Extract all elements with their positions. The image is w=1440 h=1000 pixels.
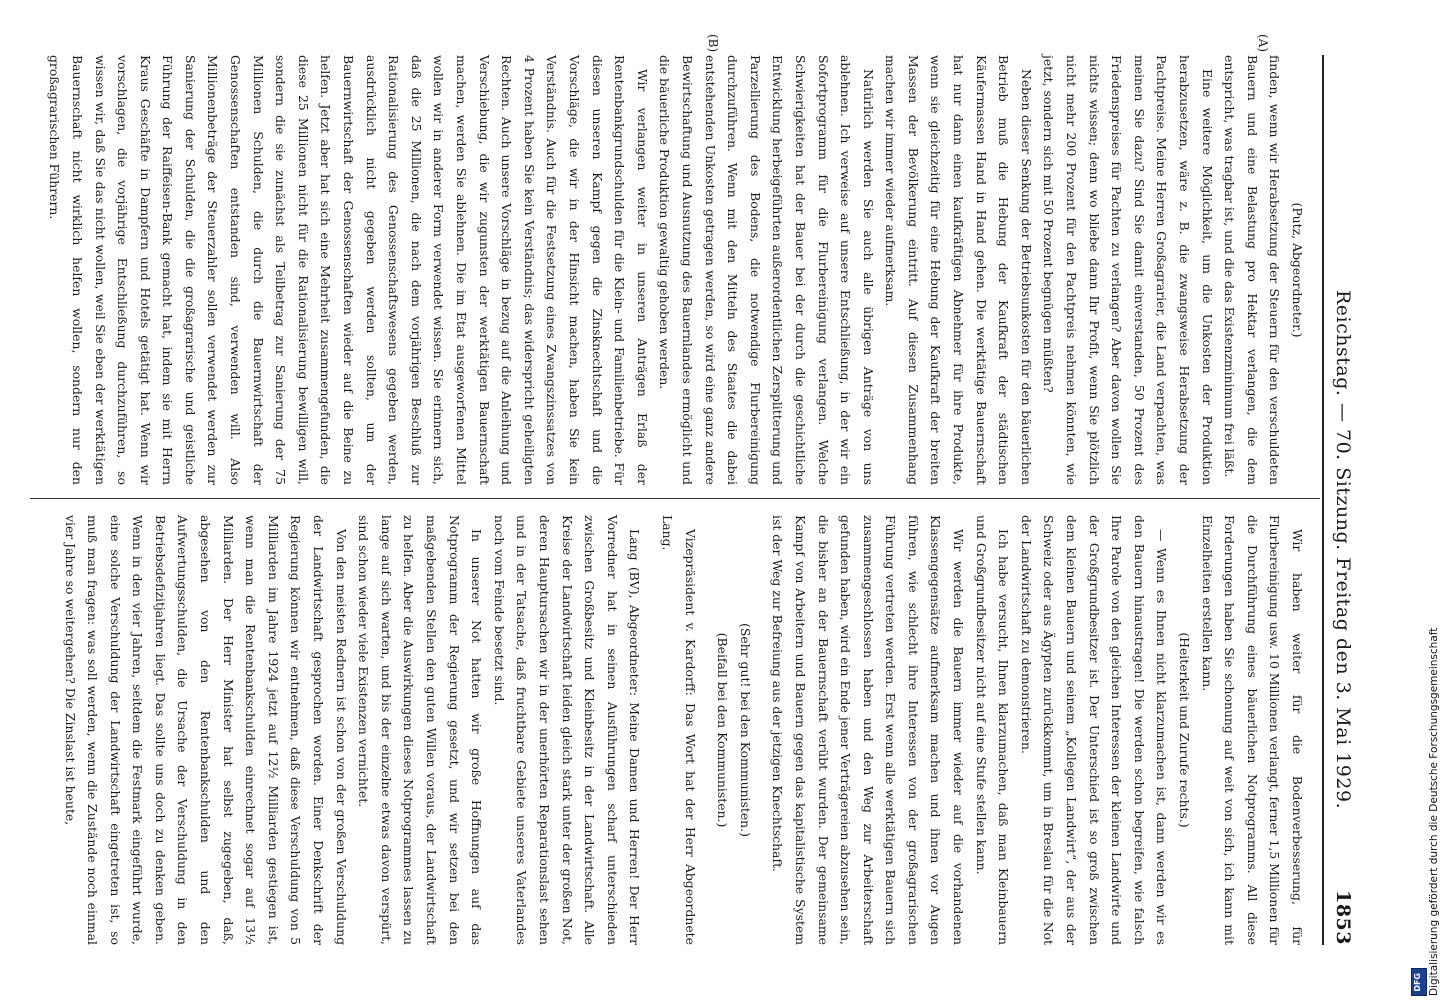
dfg-logo-icon <box>1411 968 1427 996</box>
column-divider <box>30 498 1320 499</box>
credit-text: Digitalisierung gefördert durch die Deutsche Forschungsgemeinschaft <box>1428 627 1440 996</box>
interjection: (Sehr gut! bei den Kommunisten.) <box>737 623 753 837</box>
header-rule <box>1322 55 1324 945</box>
paragraph: In unserer Not hatten wir große Hoffnungen auf das Notprogramm der Regierung gesetzt, und wir setzen bei den maßgebenden Stellen den guten Willen voraus, der Landwirtschaft zu helfen. Aber die Auswirkungen dieses Notprogrammes lassen zu lange auf sich warten, und bis der einzelne etwas davon verspürt, sind schon wieder viele Existenzen vernichtet. <box>356 515 485 945</box>
digitization-credit <box>1408 0 1440 1000</box>
page-header <box>1324 55 1354 945</box>
margin-mark-b: (B) <box>706 34 720 53</box>
interjection: (Beifall bei den Kommunisten.) <box>715 632 731 828</box>
paragraph: Lang (BV), Abgeordneter: Meine Damen und Herren! Der Herr Vorredner hat in seinen Ausführungen scharf unterschieden zwischen Großbesitz und Kleinbesitz in der Landwirtschaft. Alle Kreise der Landwirtschaft leiden gleich stark unter der großen Not, deren Hauptursachen wir in der unerhörten Reparationslast sehen und in der Tatsache, daß fruchtbare Gebiete unseres Vaterlandes noch vom Feinde besetzt sind. <box>491 515 643 945</box>
left-column <box>43 55 1308 485</box>
speaker-line: Vizepräsident v. Kardorff: Das Wort hat der Herr Abgeordnete Lang. <box>659 515 698 945</box>
paragraph: Wir verlangen weiter in unseren Anträgen Erlaß der Rentenbankgrundschulden für die Klein- und Familienbetriebe. Für diesen unseren Kampf gegen die Zinsknechtschaft und die Vorschläge, die wir in der Hinsicht machen, haben Sie kein Verständnis. Auch für die Festsetzung eines Zwangszinssatzes von 4 Prozent haben Sie kein Verständnis; das widerspricht geheiligten Rechten. Auch unsere Vorschläge in bezug auf die Anleihung und Verschiebung, die wir zugunsten der werktätigen Bauernschaft machen, werden Sie ablehnen. Die im Etat ausgeworfenen Mittel wollen wir in anderer Form verwendet wissen. Sie erinnern sich, daß die 25 Millionen, die nach dem vorjährigen Beschluß zur Rationalisierung des Genossenschaftswesens gegeben werden, ausdrücklich nicht gegeben werden sollten, um der Bauernwirtschaft der Genossenschaften wieder auf die Beine zu helfen. Jetzt aber hat sich eine Mehrheit zusammengefunden, die diese 25 Millionen nicht für die Rationalisierung bewilligen will, sondern die sie zunächst als Teilbetrag zur Sanierung der 75 Millionen Schulden, die durch die Bauernwirtschaft der Genossenschaften entstanden sind, verwenden will. Also Millionenbeträge der Steuerzahler sollen verwendet werden zur Sanierung der Schulden, die die großagrarische und geistliche Führung der Raiffeisen-Bank gemacht hat, indem sie mit Herrn Kraus Geschäfte in Dampfern und Hotels getätigt hat. Wenn wir vorschlagen, die vorjährige Entschließung durchzuführen, so wissen wir, daß Sie das nicht wollen, weil Sie eben der werktätigen Bauernschaft nicht wirklich helfen wollen, sondern nur den großagrarischen Führern. <box>47 55 650 485</box>
right-column <box>58 515 1308 945</box>
paragraph: finden, wenn wir Herabsetzung der Steuern für den verschuldeten Bauern und eine Belastung pro Hektar verlangen, die dem entspricht, was tragbar ist, und die das Existenzminimum frei läßt. <box>1222 55 1283 485</box>
paragraph: Von den meisten Rednern ist schon von der großen Verschuldung der Landwirtschaft gesprochen worden. Einer Denkschrift der Regierung können wir entnehmen, daß diese Verschuldung von 5 Milliarden im Jahre 1924 jetzt auf 12½ Milliarden gestiegen ist, wenn man die Rentenbankschulden einrechnet sogar auf 13½ Milliarden. Der Herr Minister hat selbst zugegeben, daß, abgesehen von den Rentenbankschulden und den Aufwertungsschulden, die Ursache der Verschuldung in den Betriebsdefizitjahren liegt. Das sollte uns doch zu denken geben. Wenn in den vier Jahren, seitdem die Festmark eingeführt wurde, eine solche Verschuldung der Landwirtschaft eingetreten ist, so muß man fragen: was soll werden, wenn die Zustände noch einmal vier Jahre so weitergehen? Die Zinslast ist heute, <box>62 515 349 945</box>
page-number: 1853 <box>1332 890 1354 945</box>
logo-text: DFG <box>1413 973 1422 992</box>
paragraph: Wir haben weiter für die Bodenverbesserung, für Flurbereinigung usw. 10 Millionen verlangt, ferner 1,5 Millionen für die Durchführung eines bäuerlichen Notprogramms. All diese Forderungen haben Sie schonung auf weit von sich, ich kann mit Einzelheiten erstellen kann. <box>1199 515 1305 945</box>
paragraph: Wir werden die Bauern immer wieder auf die vorhandenen Klassengegensätze aufmerksam machen und ihnen vor Augen führen, wie schlecht ihre Interessen von der großagrarischen Führung vertreten werden. Erst wenn alle werktätigen Bauern sich zusammengeschlossen haben und den Weg zur Arbeiterschaft gefunden haben, wird ein Ende jener Verträgereien abzusehen sein, die bisher an der Bauernschaft verübt wurden. Der gemeinsame Kampf von Arbeitern und Bauern gegen das kapitalistische System ist der Weg zur Befreiung aus der jetzigen Knechtschaft. <box>770 515 967 945</box>
paragraph: Ich habe versucht, Ihnen klarzumachen, daß man Kleinbauern und Großgrundbesitzer nicht auf eine Stufe stellen kann. <box>973 515 1012 945</box>
paragraph: Eine weitere Möglichkeit, um die Unkosten der Produktion herabzusetzen, wäre z. B. die zwangsweise Herabsetzung der Pachtpreise. Meine Herren Großagrarier, die Land verpachten, was meinen Sie dazu? Sind Sie damit einverstanden, 50 Prozent des Friedenspreises für Pachten zu verlangen? Aber davon wollen Sie nichts wissen; denn wo bliebe dann Ihr Profit, wenn Sie plötzlich nicht mehr 200 Prozent für den Pachtpreis nehmen könnten, wie jetzt, sondern sich mit 50 Prozent begnügen müßten? <box>1041 55 1215 485</box>
paragraph: — Wenn es Ihnen nicht klarzumachen ist, dann werden wir es den Bauern hinaustragen! Die werden schon begreifen, wie falsch Ihre Parole von den gleichen Interessen der kleinen Landwirte und der Großgrundbesitzer ist. Der Unterschied ist so groß zwischen dem kleinen Bauern und seinem „Kollegen Landwirt“, der aus der Schweiz oder aus Ägypten zurückkommt, um in Breslau für die Not der Landwirtschaft zu demonstrieren. <box>1018 515 1170 945</box>
speaker-line: (Putz, Abgeordneter.) <box>1290 202 1305 338</box>
paragraph: Neben dieser Senkung der Betriebsunkosten für den bäuerlichen Betrieb muß die Hebung der Kaufkraft der städtischen Käufermassen Hand in Hand gehen. Die werktätige Bauernschaft hat nur dann einen kaufkräftigen Abnehmer für ihre Produkte, wenn sie gleichzeitig für eine Hebung der Kaufkraft der breiten Massen der Bevölkerung eintritt. Auf diesen Zusammenhang machen wir immer wieder aufmerksam. <box>883 55 1034 485</box>
paragraph: Natürlich werden Sie auch alle übrigen Anträge von uns ablehnen. Ich verweise auf unsere Entschließung, in der wir ein Sofortprogramm für die Flurbereinigung verlangen. Welche Schwierigkeiten hat der Bauer bei der durch die geschichtliche Entwicklung herbeigeführten außerordentlichen Zersplitterung und Parzellierung des Bodens, die notwendige Flurbereinigung durchzuführen. Wenn mit den Mitteln des Staates die dabei entstehenden Unkosten getragen werden, so wird eine ganz andere Bewirtschaftung und Ausnutzung des Bauernlandes ermöglicht und die bäuerliche Produktion gewaltig gehoben werden. <box>657 55 876 485</box>
header-title: Reichstag. — 70. Sitzung. Freitag den 3. Mai 1929. <box>1332 290 1354 810</box>
margin-mark-a: (A) <box>1256 34 1270 53</box>
interjection: (Heiterkeit und Zurufe rechts.) <box>1177 632 1193 828</box>
